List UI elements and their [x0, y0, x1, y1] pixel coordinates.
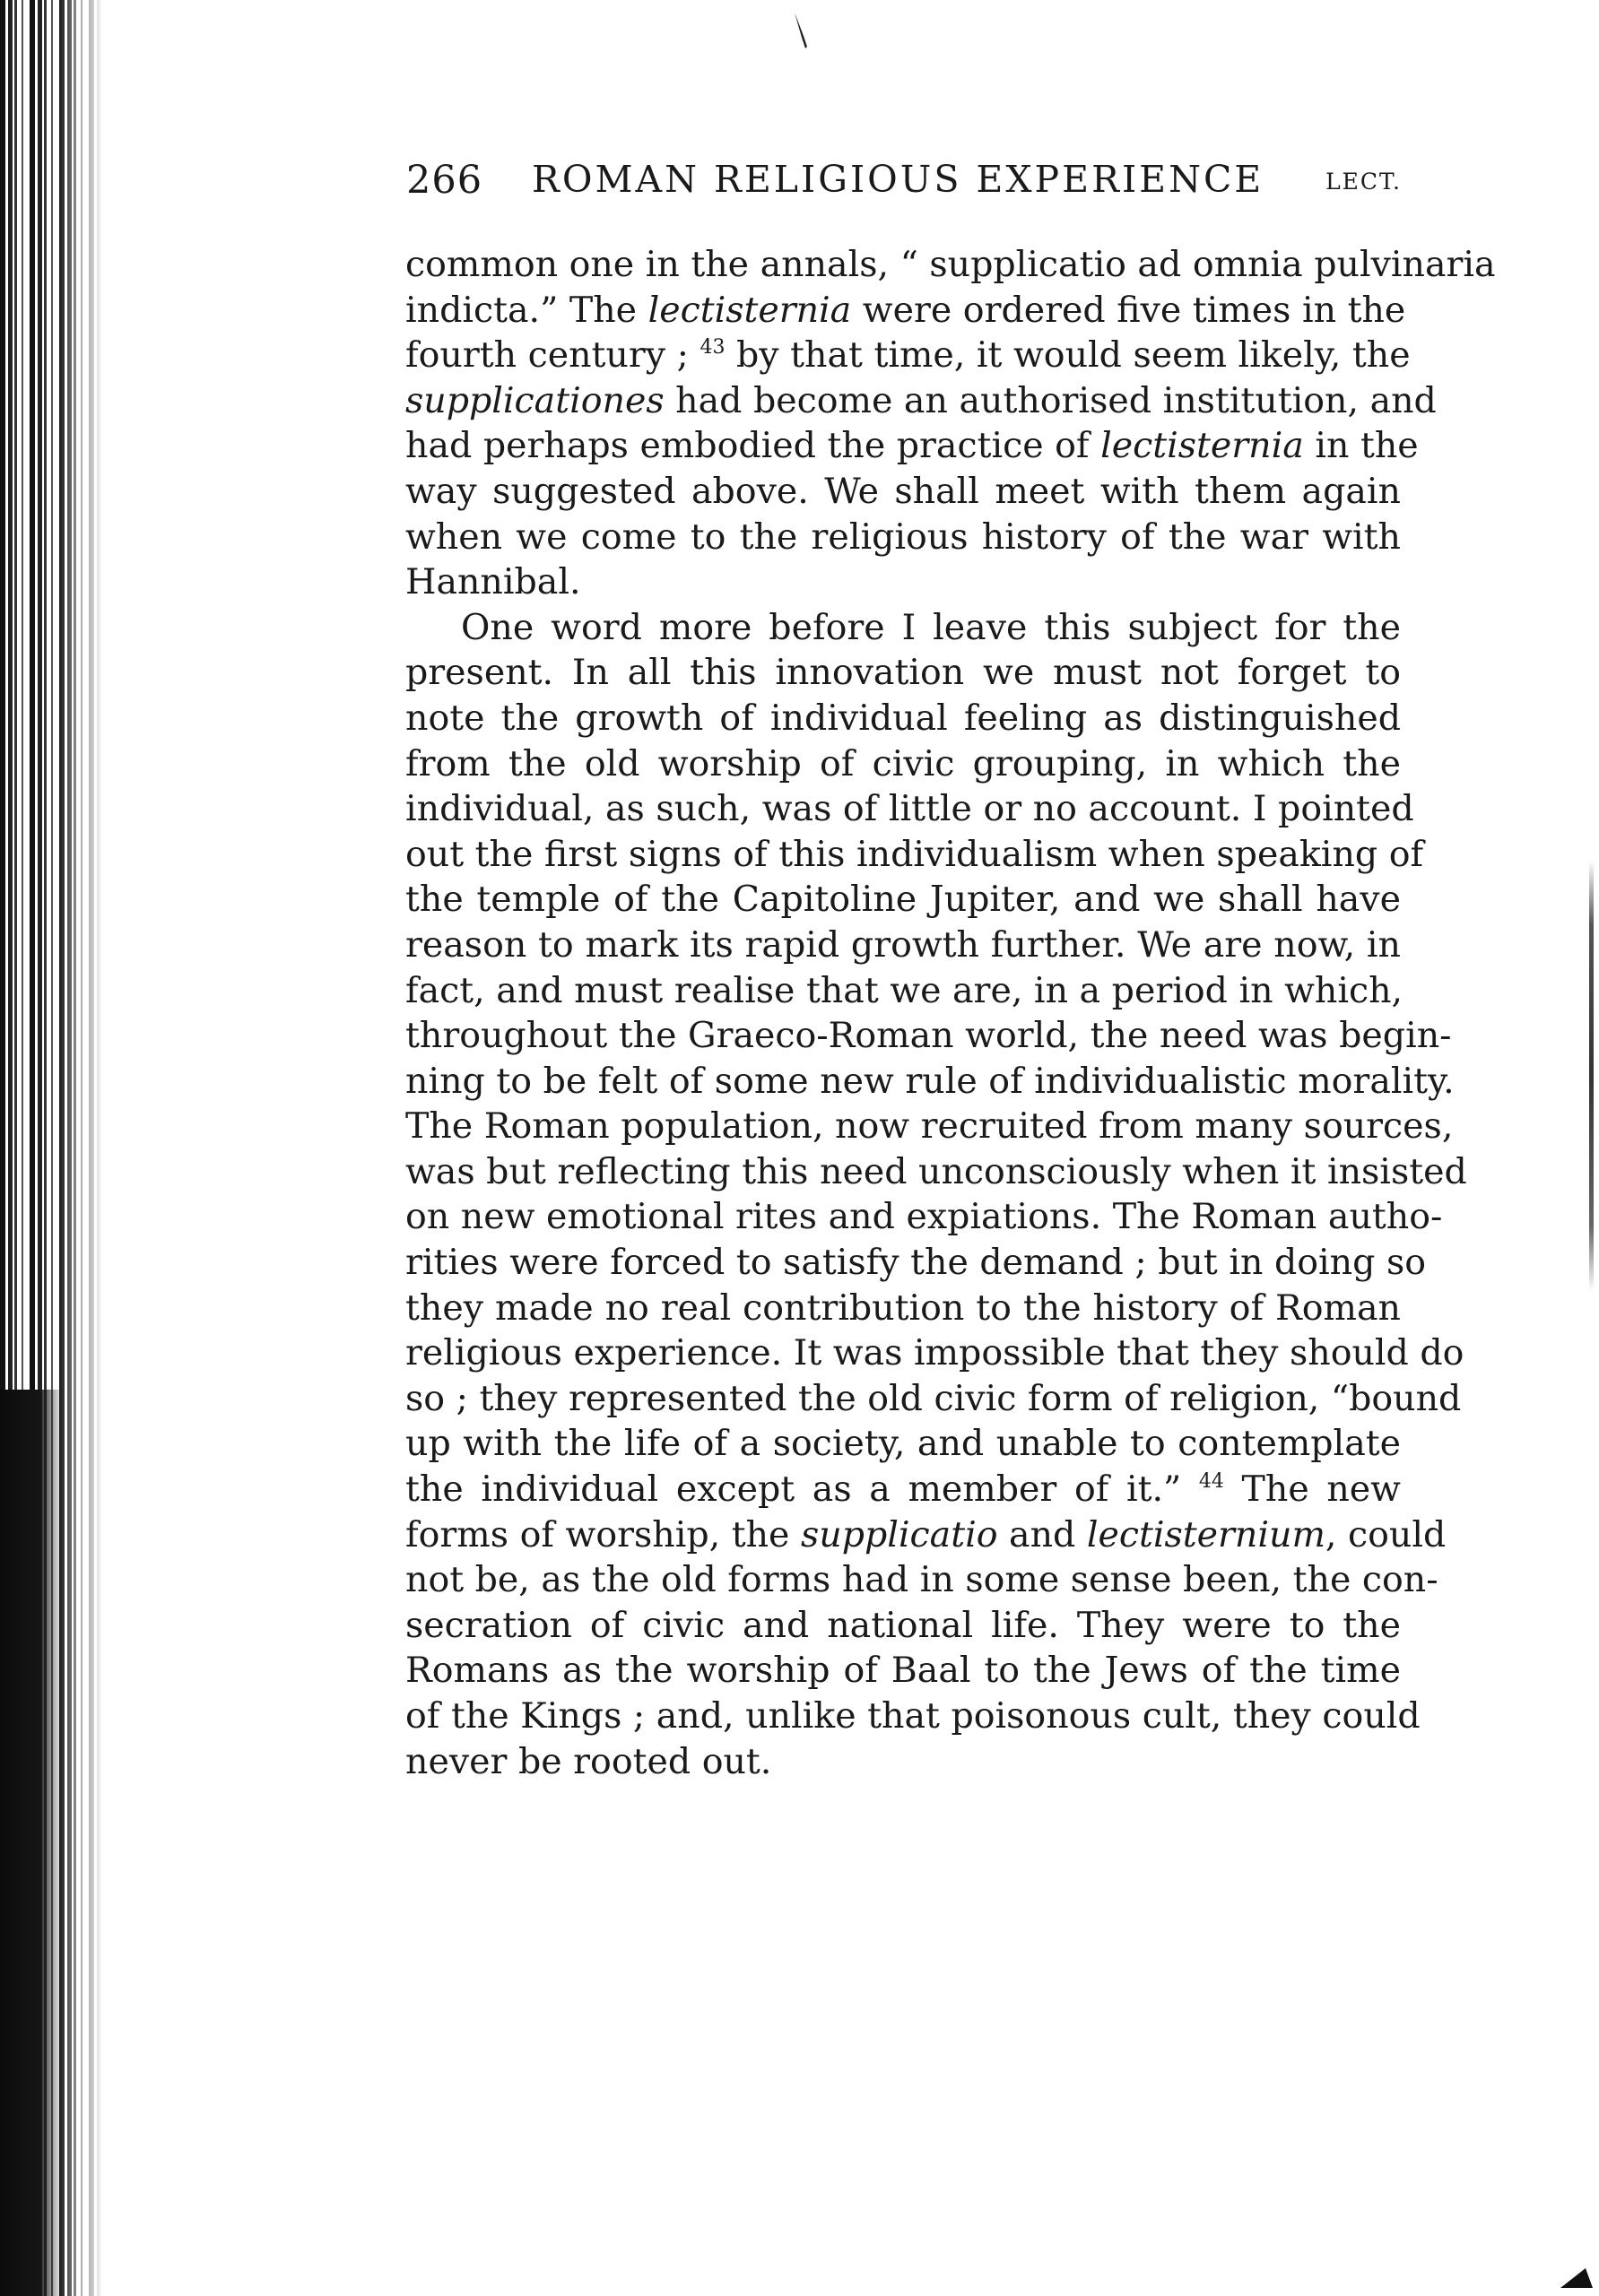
text-line: [405, 605, 1401, 651]
text-run: out the first signs of this individualism when speaking of: [405, 833, 1424, 875]
text-line: [405, 1149, 1467, 1195]
text-line: [405, 1739, 1401, 1785]
text-run: on new emotional rites and expiations. The Roman autho-: [405, 1196, 1443, 1238]
page-number: 266: [406, 158, 483, 203]
text-run: rities were forced to satisfy the demand ; but in doing so: [405, 1242, 1427, 1284]
text-run: by that time, it would seem likely, the: [725, 334, 1411, 377]
text-line: [405, 832, 1424, 878]
italic-term: supplicationes: [405, 379, 665, 421]
text-line: [405, 650, 1401, 696]
text-run: the individual except as a member of it.”: [405, 1469, 1199, 1511]
page-edge-shadow: [1589, 861, 1594, 1291]
italic-term: lectisternium: [1086, 1513, 1325, 1555]
text-run: and: [997, 1513, 1087, 1555]
paragraph: [405, 605, 1467, 1784]
text-run: Romans as the worship of Baal to the Jews of the time: [405, 1650, 1401, 1692]
text-run: fourth century ;: [405, 334, 700, 377]
text-line: [405, 559, 1401, 605]
text-run: not be, as the old forms had in some sense been, the con-: [405, 1559, 1438, 1601]
text-run: up with the life of a society, and unable to contemplate: [405, 1423, 1401, 1465]
text-run: The new: [1223, 1469, 1401, 1511]
text-run: of the Kings ; and, unlike that poisonous cult, they could: [405, 1695, 1421, 1737]
text-line: [405, 877, 1401, 923]
text-run: in the: [1303, 425, 1419, 467]
text-line: [405, 423, 1419, 469]
text-run: religious experience. It was impossible that they should do: [405, 1332, 1464, 1374]
footnote-ref: 43: [700, 336, 726, 360]
text-line: [405, 1286, 1401, 1331]
italic-term: lectisternia: [1100, 425, 1304, 467]
text-line: [405, 1421, 1401, 1467]
text-run: note the growth of individual feeling as distinguished: [405, 697, 1401, 739]
text-run: were ordered five times in the: [851, 289, 1406, 331]
italic-term: supplicatio: [800, 1513, 998, 1555]
text-run: present. In all this innovation we must not forget to: [405, 652, 1401, 694]
footnote-ref: 44: [1198, 1470, 1224, 1494]
text-line: [405, 1512, 1447, 1558]
text-run: Hannibal.: [405, 561, 581, 603]
text-line: [405, 1013, 1452, 1059]
text-run: was but reflecting this need unconsciously when it insisted: [405, 1150, 1467, 1192]
text-line: [405, 1330, 1464, 1376]
text-run: from the old worship of civic grouping, in which the: [405, 742, 1401, 784]
paragraph: [405, 242, 1496, 605]
text-line: [405, 1059, 1455, 1105]
text-run: fact, and must realise that we are, in a period in which,: [405, 969, 1403, 1011]
text-line: [405, 242, 1496, 288]
text-line: [405, 741, 1401, 787]
text-line: [405, 1467, 1401, 1512]
text-line: [405, 1603, 1401, 1649]
text-run: they made no real contribution to the history of Roman: [405, 1287, 1401, 1329]
corner-mark: [1559, 2263, 1595, 2290]
text-run: the temple of the Capitoline Jupiter, and we shall have: [405, 879, 1401, 921]
running-title: ROMAN RELIGIOUS EXPERIENCE: [532, 158, 1264, 201]
text-run: One word more before I leave this subject for the: [461, 606, 1401, 648]
text-line: [405, 786, 1414, 832]
text-line: [405, 515, 1401, 560]
book-spine-shadow: [0, 1390, 63, 2296]
text-run: common one in the annals, “ supplicatio ad omnia pulvinaria: [405, 244, 1496, 285]
body-text: [405, 242, 1496, 1784]
text-line: [405, 1240, 1427, 1286]
text-line: [405, 968, 1401, 1014]
text-line: [405, 1648, 1401, 1694]
text-run: forms of worship, the: [405, 1513, 801, 1555]
text-line: [405, 378, 1437, 424]
page-header: [406, 158, 1402, 221]
text-run: had perhaps embodied the practice of: [405, 425, 1101, 467]
text-run: had become an authorised institution, and: [664, 379, 1437, 421]
italic-term: lectisternia: [647, 289, 852, 331]
text-line: [405, 1557, 1438, 1603]
text-line: [405, 1694, 1421, 1739]
section-label: LECT.: [1325, 169, 1402, 195]
text-line: [405, 1376, 1462, 1422]
text-run: , could: [1325, 1513, 1447, 1555]
text-run: when we come to the religious history of the war with: [405, 516, 1401, 558]
text-run: reason to mark its rapid growth further. We are now, in: [405, 923, 1401, 966]
text-line: [405, 696, 1401, 741]
text-run: way suggested above. We shall meet with them again: [405, 470, 1401, 512]
text-run: individual, as such, was of little or no account. I pointed: [405, 788, 1414, 830]
text-run: indicta.” The: [405, 289, 648, 331]
ink-mark: [793, 11, 809, 50]
text-run: secration of civic and national life. They were to the: [405, 1604, 1401, 1646]
text-line: [405, 469, 1401, 515]
text-run: ning to be felt of some new rule of individualistic morality.: [405, 1060, 1455, 1102]
text-run: throughout the Graeco-Roman world, the need was begin-: [405, 1015, 1452, 1057]
text-line: [405, 288, 1406, 334]
text-line: [405, 1104, 1454, 1149]
text-run: so ; they represented the old civic form of religion, “bound: [405, 1377, 1462, 1419]
text-line: [405, 333, 1411, 378]
text-line: [405, 923, 1401, 968]
text-line: [405, 1194, 1443, 1240]
text-run: The Roman population, now recruited from many sources,: [405, 1105, 1454, 1148]
text-run: never be rooted out.: [405, 1740, 772, 1782]
